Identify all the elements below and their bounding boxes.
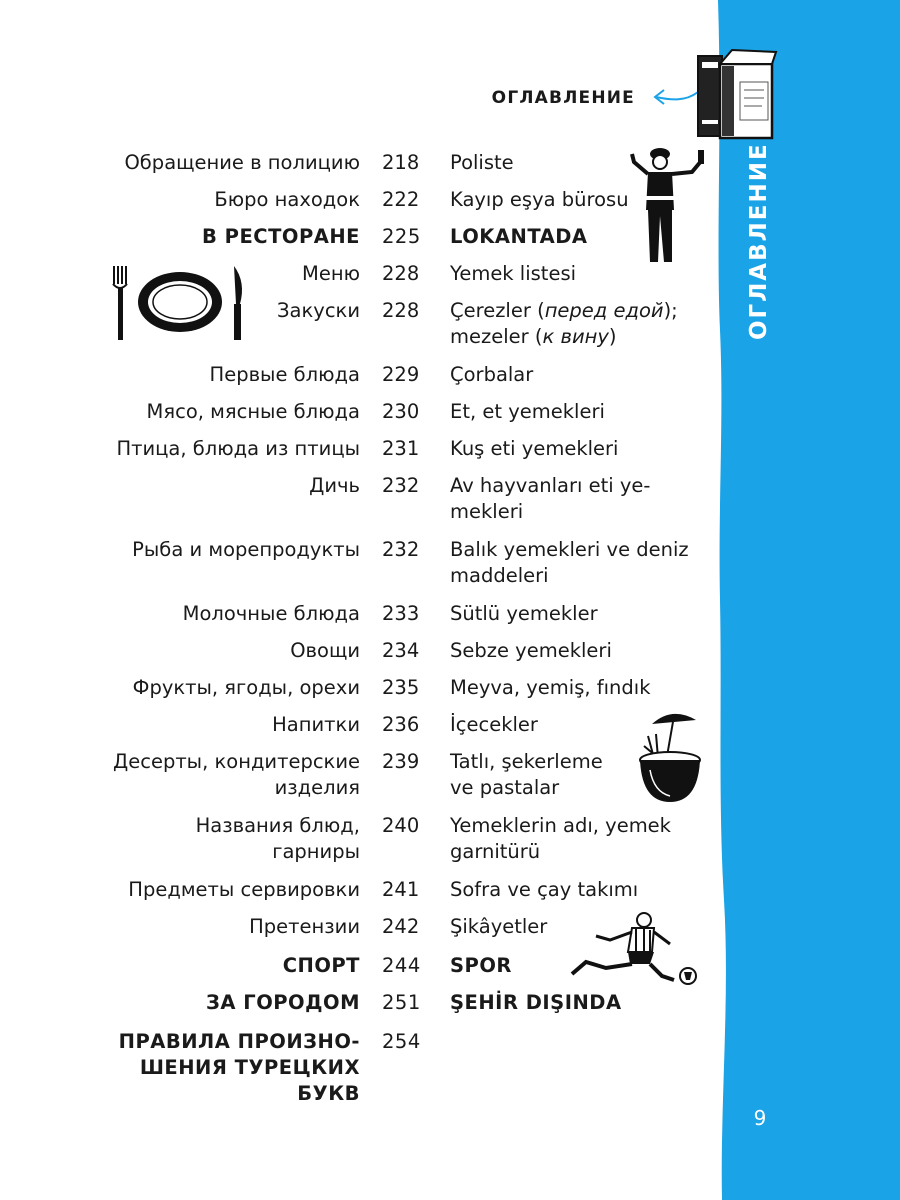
side-tab-title: ОГЛАВЛЕНИЕ: [746, 142, 772, 340]
toc-ru-title: СПОРТ: [282, 954, 360, 977]
toc-ru-title: Овощи: [290, 639, 360, 662]
toc-tr-line: [450, 325, 617, 348]
toc-ru-title: Обращение в полицию: [124, 151, 360, 174]
toc-tr-title: Et, et yemekleri: [450, 400, 605, 423]
toc-page-number: 241: [382, 878, 420, 901]
toc-tr-title: Meyva, yemiş, fındık: [450, 676, 651, 699]
toc-tr-title: Poliste: [450, 151, 514, 174]
toc-tr-title: Sebze yemekleri: [450, 639, 612, 662]
toc-ru-line: ПРАВИЛА ПРОИЗНО-: [118, 1030, 360, 1053]
toc-page-number: 218: [382, 151, 420, 174]
toc-page-number: 244: [382, 954, 421, 977]
toc-ru-line: изделия: [274, 776, 360, 799]
toc-page-number: 236: [382, 713, 420, 736]
toc-tr-title: [450, 298, 700, 350]
toc-tr-line: mekleri: [450, 500, 524, 523]
toc-page-number: 254: [382, 1030, 421, 1053]
toc-tr-line: [450, 299, 678, 322]
toc-page-number: 229: [382, 363, 420, 386]
toc-ru-title: [100, 813, 360, 865]
toc-page-number: 240: [382, 814, 420, 837]
toc-tr-title: [450, 813, 700, 865]
toc-page-number: 225: [382, 225, 421, 248]
toc-tr-title: Sütlü yemekler: [450, 602, 598, 625]
toc-page-number: 251: [382, 991, 421, 1014]
toc-ru-title: Предметы сервировки: [128, 878, 360, 901]
toc-page-number: 235: [382, 676, 420, 699]
toc-tr-line: maddeleri: [450, 564, 549, 587]
toc-ru-title: Закуски: [277, 299, 360, 322]
toc-tr-title: Sofra ve çay takımı: [450, 878, 639, 901]
toc-tr-line: Tatlı, şekerleme: [450, 750, 603, 773]
books-icon: [692, 42, 778, 142]
toc-tr-title: [450, 473, 700, 525]
toc-page-number: 231: [382, 437, 420, 460]
toc-ru-title: Претензии: [249, 915, 360, 938]
toc-tr-title: [450, 749, 700, 801]
toc-page-number: 232: [382, 474, 420, 497]
toc-tr-title: Çorbalar: [450, 363, 534, 386]
toc-tr-note: к вину: [542, 325, 609, 348]
toc-tr-line: garnitürü: [450, 840, 541, 863]
toc-ru-title: Мясо, мясные блюда: [146, 400, 360, 423]
toc-ru-title: [100, 1029, 360, 1107]
toc-ru-title: Напитки: [272, 713, 360, 736]
toc-ru-line: ШЕНИЯ ТУРЕЦКИХ: [139, 1056, 360, 1079]
toc-ru-title: Молочные блюда: [182, 602, 360, 625]
toc-tr-line: ve pastalar: [450, 776, 560, 799]
toc-page-number: 242: [382, 915, 420, 938]
toc-tr-text: ): [608, 325, 617, 348]
toc-tr-title: SPOR: [450, 954, 512, 977]
toc-tr-title: Yemek listesi: [450, 262, 577, 285]
toc-page-number: 222: [382, 188, 420, 211]
toc-tr-text: mezeler (: [450, 325, 543, 348]
toc-ru-title: Меню: [302, 262, 360, 285]
toc-tr-title: [450, 537, 700, 589]
toc-ru-title: Птица, блюда из птицы: [116, 437, 360, 460]
toc-page-number: 234: [382, 639, 420, 662]
page-number: 9: [753, 1106, 767, 1130]
toc-tr-line: Balık yemekleri ve deniz: [450, 538, 689, 561]
toc-ru-title: Дичь: [309, 474, 360, 497]
toc-page-number: 233: [382, 602, 420, 625]
toc-tr-line: Yemeklerin adı, yemek: [450, 814, 671, 837]
side-tab-band: [700, 0, 900, 1200]
toc-ru-line: БУКВ: [297, 1082, 360, 1105]
toc-tr-title: İçecekler: [450, 713, 538, 736]
toc-tr-note: перед едой: [544, 299, 664, 322]
toc-page-number: 232: [382, 538, 420, 561]
toc-page-number: 228: [382, 299, 420, 322]
toc-ru-title: Первые блюда: [209, 363, 360, 386]
toc-page-number: 228: [382, 262, 420, 285]
toc-header-label: ОГЛАВЛЕНИЕ: [491, 88, 635, 108]
toc-tr-title: LOKANTADA: [450, 225, 588, 248]
toc-ru-line: Десерты, кондитерские: [113, 750, 360, 773]
toc-ru-title: Бюро находок: [214, 188, 360, 211]
toc-tr-title: ŞEHİR DIŞINDA: [450, 991, 622, 1014]
toc-tr-title: Kayıp eşya bürosu: [450, 188, 629, 211]
toc-ru-title: Рыба и морепродукты: [132, 538, 360, 561]
toc-tr-title: Kuş eti yemekleri: [450, 437, 619, 460]
toc-ru-title: [100, 749, 360, 801]
toc-page-number: 230: [382, 400, 420, 423]
toc-page-number: 239: [382, 750, 420, 773]
toc-ru-title: Фрукты, ягоды, орехи: [132, 676, 360, 699]
toc-tr-title: Şikâyetler: [450, 915, 548, 938]
toc-tr-text: );: [663, 299, 678, 322]
toc-ru-line: Названия блюд,: [195, 814, 360, 837]
toc-ru-title: В РЕСТОРАНЕ: [202, 225, 360, 248]
toc-ru-line: гарниры: [272, 840, 360, 863]
toc-tr-line: Av hayvanları eti ye-: [450, 474, 651, 497]
toc-ru-title: ЗА ГОРОДОМ: [206, 991, 360, 1014]
toc-tr-text: Çerezler (: [450, 299, 545, 322]
